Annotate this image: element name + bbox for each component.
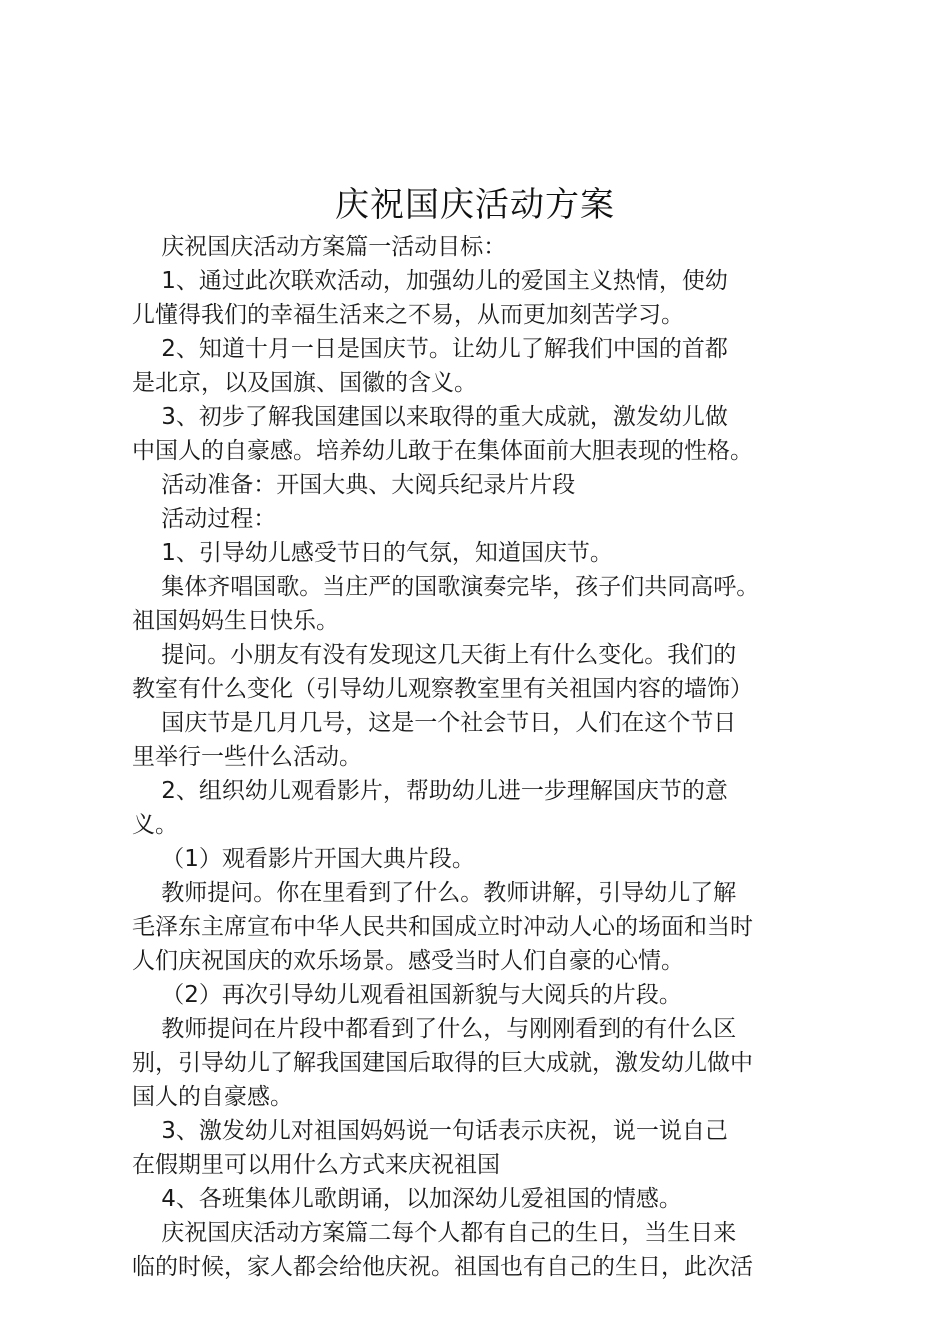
body-line: 庆祝国庆活动方案篇一活动目标： [132,234,507,260]
body-line: 4、各班集体儿歌朗诵，以加深幼儿爱祖国的情感。 [132,1186,682,1212]
body-line: 儿懂得我们的幸福生活来之不易，从而更加刻苦学习。 [132,302,684,328]
body-line: 活动准备：开国大典、大阅兵纪录片片段 [132,472,576,498]
body-line: 提问。小朋友有没有发现这几天街上有什么变化。我们的 [132,642,737,668]
body-line: 毛泽东主席宣布中华人民共和国成立时冲动人心的场面和当时 [132,914,753,940]
body-line: （1）观看影片开国大典片段。 [132,846,475,872]
body-line: 祖国妈妈生日快乐。 [132,608,339,634]
body-line: 活动过程： [132,506,277,532]
body-line: 义。 [132,812,178,838]
body-line: 教室有什么变化（引导幼儿观察教室里有关祖国内容的墙饰） [132,676,753,702]
body-line: 庆祝国庆活动方案篇二每个人都有自己的生日，当生日来 [132,1220,737,1246]
body-line: 2、知道十月一日是国庆节。让幼儿了解我们中国的首都 [132,336,728,362]
body-line: （2）再次引导幼儿观看祖国新貌与大阅兵的片段。 [132,982,682,1008]
body-line: 国人的自豪感。 [132,1084,293,1110]
body-line: 集体齐唱国歌。当庄严的国歌演奏完毕，孩子们共同高呼。 [132,574,760,600]
body-line: 教师提问。你在里看到了什么。教师讲解，引导幼儿了解 [132,880,737,906]
body-line: 是北京，以及国旗、国徽的含义。 [132,370,477,396]
body-line: 3、激发幼儿对祖国妈妈说一句话表示庆祝，说一说自己 [132,1118,728,1144]
body-line: 国庆节是几月几号，这是一个社会节日，人们在这个节日 [132,710,737,736]
body-line: 在假期里可以用什么方式来庆祝祖国 [132,1152,500,1178]
body-line: 中国人的自豪感。培养幼儿敢于在集体面前大胆表现的性格。 [132,438,753,464]
body-line: 里举行一些什么活动。 [132,744,362,770]
body-line: 2、组织幼儿观看影片，帮助幼儿进一步理解国庆节的意 [132,778,728,804]
body-line: 临的时候，家人都会给他庆祝。祖国也有自己的生日，此次活 [132,1254,753,1280]
document-title: 庆祝国庆活动方案 [335,185,615,225]
body-line: 1、引导幼儿感受节日的气氛，知道国庆节。 [132,540,613,566]
body-line: 教师提问在片段中都看到了什么，与刚刚看到的有什么区 [132,1016,737,1042]
body-line: 别，引导幼儿了解我国建国后取得的巨大成就，激发幼儿做中 [132,1050,753,1076]
body-line: 人们庆祝国庆的欢乐场景。感受当时人们自豪的心情。 [132,948,684,974]
body-line: 3、初步了解我国建国以来取得的重大成就，激发幼儿做 [132,404,728,430]
body-line: 1、通过此次联欢活动，加强幼儿的爱国主义热情，使幼 [132,268,728,294]
document-body [132,230,827,1284]
